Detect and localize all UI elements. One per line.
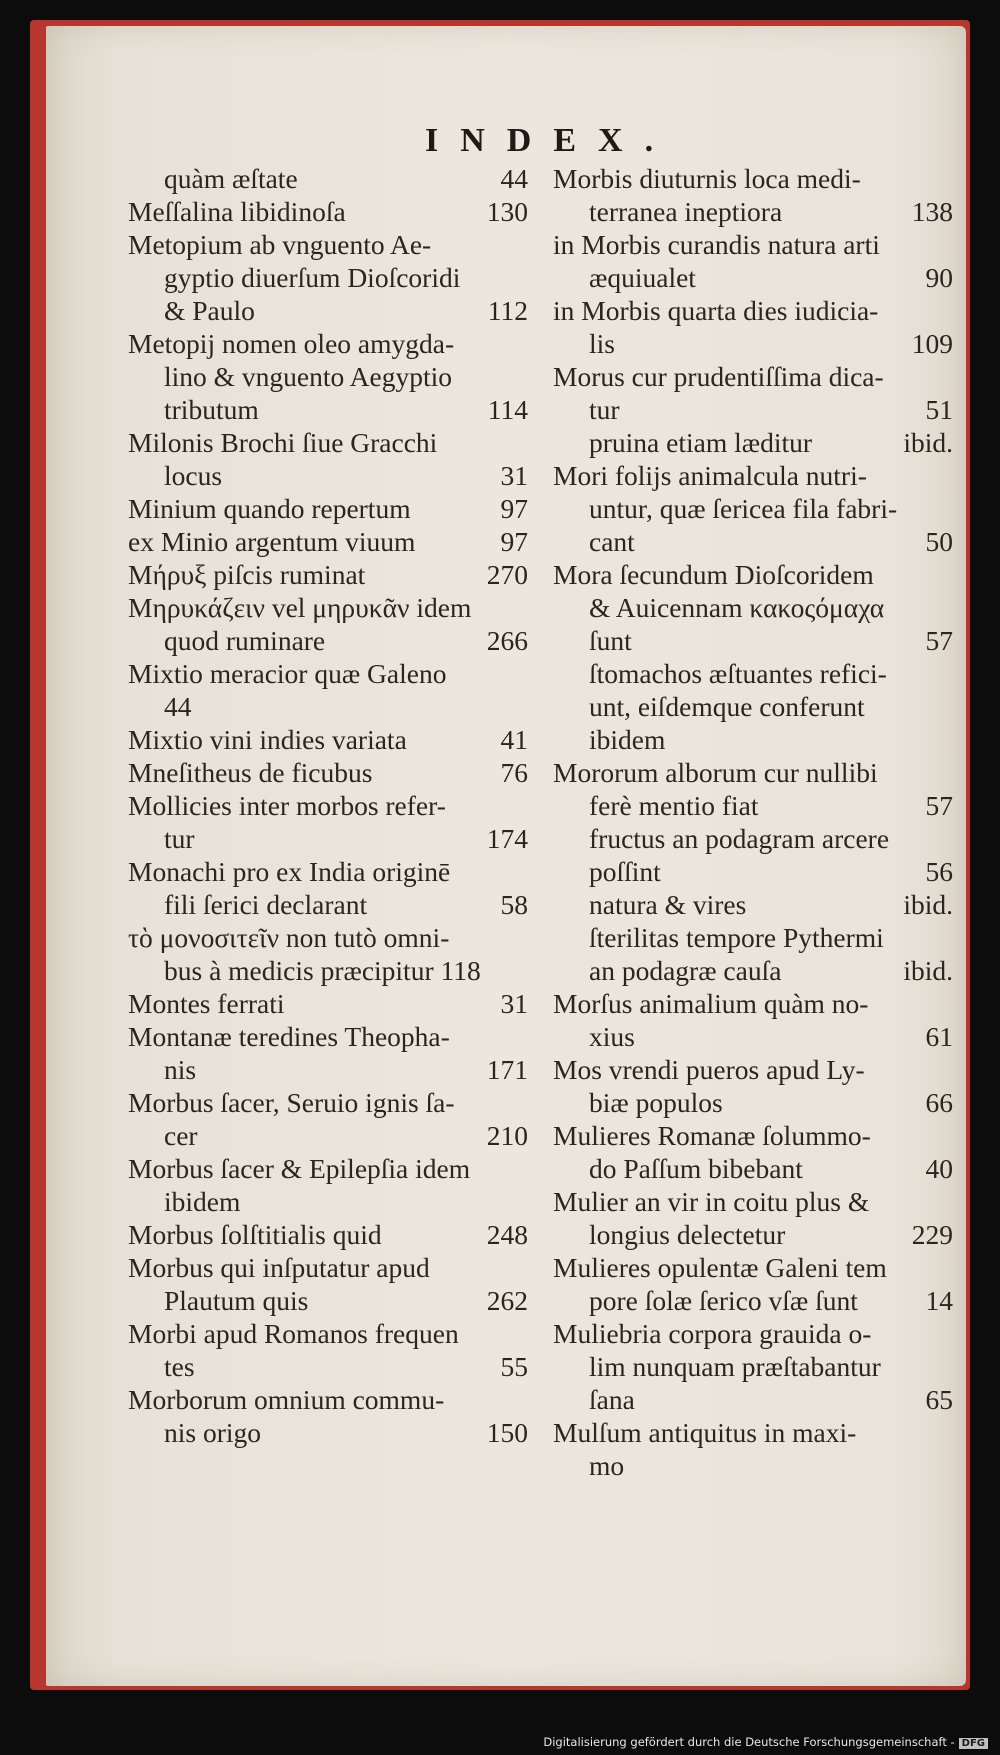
entry-text: æquiualet xyxy=(589,262,696,293)
entry-line xyxy=(553,921,953,954)
index-entry xyxy=(553,426,953,459)
entry-line xyxy=(128,954,528,987)
entry-text: Morbus ſacer & Epilepſia idem xyxy=(128,1153,471,1184)
entry-text: mo xyxy=(589,1450,625,1481)
entry-line xyxy=(553,228,953,261)
page-number: 31 xyxy=(500,460,528,491)
entry-text: poſſint xyxy=(589,856,661,887)
entry-text: ferè mentio fiat xyxy=(589,790,759,821)
entry-line xyxy=(128,690,528,723)
entry-text: Morborum omnium commu- xyxy=(128,1384,445,1415)
entry-text: Mulieres opulentæ Galeni tem xyxy=(553,1252,887,1283)
entry-line xyxy=(553,789,953,822)
entry-line xyxy=(553,987,953,1020)
entry-line xyxy=(553,1449,953,1482)
index-entry xyxy=(128,723,528,756)
page-number: 51 xyxy=(925,394,953,425)
entry-text: nis xyxy=(164,1054,197,1085)
entry-text: ſana xyxy=(589,1384,635,1415)
entry-line xyxy=(128,723,528,756)
entry-text: Mori folijs animalcula nutri- xyxy=(553,460,867,491)
entry-text: Mneſitheus de ficubus xyxy=(128,757,373,788)
entry-text: bus à medicis præcipitur 118 xyxy=(164,955,481,986)
entry-line xyxy=(128,1086,528,1119)
entry-line xyxy=(128,1284,528,1317)
page-number: 50 xyxy=(925,526,953,557)
entry-text: ex Minio argentum viuum xyxy=(128,526,416,557)
entry-line xyxy=(553,1317,953,1350)
entry-line xyxy=(128,1152,528,1185)
entry-line xyxy=(128,558,528,591)
entry-text: Montanæ teredines Theopha- xyxy=(128,1021,450,1052)
entry-text: quàm æſtate xyxy=(164,163,298,194)
entry-line xyxy=(553,822,953,855)
page-number: 262 xyxy=(486,1285,528,1316)
entry-text: Morbi apud Romanos frequen xyxy=(128,1318,459,1349)
page-number: 41 xyxy=(500,724,528,755)
entry-text: Morbus qui inſputatur apud xyxy=(128,1252,430,1283)
index-entry xyxy=(553,888,953,921)
entry-text: pore ſolæ ſerico vſæ ſunt xyxy=(589,1285,858,1316)
index-entry xyxy=(553,822,953,888)
page-number: 58 xyxy=(500,889,528,920)
running-head: INDEX. xyxy=(425,122,676,159)
entry-text: tur xyxy=(589,394,620,425)
page-number: 130 xyxy=(486,196,528,227)
entry-text: pruina etiam læditur xyxy=(589,427,813,458)
entry-line xyxy=(128,294,528,327)
entry-text: do Paſſum bibebant xyxy=(589,1153,803,1184)
entry-text: Mororum alborum cur nullibi xyxy=(553,757,878,788)
entry-text: gyptio diuerſum Dioſcoridi xyxy=(164,262,461,293)
entry-line xyxy=(553,756,953,789)
page-number: 210 xyxy=(486,1120,528,1151)
index-entry xyxy=(128,1317,528,1383)
entry-text: cant xyxy=(589,526,635,557)
entry-line xyxy=(128,855,528,888)
entry-line xyxy=(128,195,528,228)
right-column xyxy=(553,162,953,1482)
page-number: 57 xyxy=(925,790,953,821)
entry-line xyxy=(128,261,528,294)
entry-text: Morus cur prudentiſſima dica- xyxy=(553,361,884,392)
index-entry xyxy=(128,1218,528,1251)
page-number: 114 xyxy=(487,394,528,425)
entry-text: Morbus ſolſtitialis quid xyxy=(128,1219,382,1250)
entry-line xyxy=(128,1119,528,1152)
entry-line xyxy=(553,657,953,690)
entry-text: Metopium ab vnguento Ae- xyxy=(128,229,432,260)
entry-text: ſterilitas tempore Pythermi xyxy=(589,922,884,953)
index-entry xyxy=(128,1383,528,1449)
index-entry xyxy=(128,228,528,327)
entry-text: tur xyxy=(164,823,195,854)
entry-line xyxy=(128,327,528,360)
index-entry xyxy=(128,426,528,492)
page-number: 55 xyxy=(500,1351,528,1382)
entry-line xyxy=(553,1251,953,1284)
entry-text: unt, eiſdemque conferunt xyxy=(589,691,865,722)
index-entry xyxy=(553,756,953,822)
entry-text: ſunt xyxy=(589,625,632,656)
entry-line xyxy=(553,426,953,459)
index-entry xyxy=(128,492,528,525)
entry-line xyxy=(553,624,953,657)
entry-text: lim nunquam præſtabantur xyxy=(589,1351,881,1382)
entry-text: Morbus ſacer, Seruio ignis ſa- xyxy=(128,1087,455,1118)
entry-line xyxy=(553,195,953,228)
page-number: 57 xyxy=(925,625,953,656)
index-entry xyxy=(553,1119,953,1185)
index-entry xyxy=(553,657,953,756)
page-number: 31 xyxy=(500,988,528,1019)
page-number: ibid. xyxy=(903,427,953,458)
index-entry xyxy=(553,1185,953,1251)
index-entry xyxy=(553,459,953,558)
page-number: 266 xyxy=(486,625,528,656)
page-number: 97 xyxy=(500,493,528,524)
entry-text: Plautum quis xyxy=(164,1285,309,1316)
index-entry xyxy=(128,558,528,591)
index-entry xyxy=(128,1086,528,1152)
dfg-logo: DFG xyxy=(959,1738,988,1749)
entry-text: nis origo xyxy=(164,1417,262,1448)
entry-text: Meſſalina libidinoſa xyxy=(128,196,346,227)
index-entry xyxy=(553,1416,953,1482)
entry-line xyxy=(128,1185,528,1218)
entry-text: in Morbis curandis natura arti xyxy=(553,229,880,260)
entry-line xyxy=(128,1317,528,1350)
index-entry xyxy=(128,525,528,558)
index-entry xyxy=(128,327,528,426)
page-number: 150 xyxy=(486,1417,528,1448)
credit-text: Digitalisierung gefördert durch die Deutsche Forschungsgemeinschaft - xyxy=(543,1735,955,1749)
entry-line xyxy=(553,1053,953,1086)
entry-line xyxy=(553,459,953,492)
entry-text: Mixtio meracior quæ Galeno xyxy=(128,658,447,689)
entry-text: Morbis diuturnis loca medi- xyxy=(553,163,861,194)
entry-line xyxy=(128,789,528,822)
entry-line xyxy=(128,657,528,690)
index-entry xyxy=(553,921,953,987)
entry-text: Mulieres Romanæ ſolummo- xyxy=(553,1120,871,1151)
entry-text: Morſus animalium quàm no- xyxy=(553,988,869,1019)
entry-line xyxy=(128,1383,528,1416)
entry-text: Mora ſecundum Dioſcoridem xyxy=(553,559,874,590)
entry-line xyxy=(553,492,953,525)
entry-line xyxy=(128,228,528,261)
index-entry xyxy=(553,1053,953,1119)
entry-text: Mulſum antiquitus in maxi- xyxy=(553,1417,857,1448)
index-entry xyxy=(553,987,953,1053)
index-entry xyxy=(128,921,528,987)
index-entry xyxy=(128,987,528,1020)
entry-text: Muliebria corpora grauida o- xyxy=(553,1318,872,1349)
entry-text: Mos vrendi pueros apud Ly- xyxy=(553,1054,865,1085)
entry-line xyxy=(128,393,528,426)
entry-line xyxy=(553,855,953,888)
entry-text: & Auicennam κακοςόμαχα xyxy=(589,592,885,623)
entry-line xyxy=(553,558,953,591)
entry-text: tes xyxy=(164,1351,195,1382)
entry-line xyxy=(553,327,953,360)
entry-line xyxy=(553,1350,953,1383)
entry-line xyxy=(128,1053,528,1086)
page-number: 76 xyxy=(500,757,528,788)
index-entry xyxy=(128,1020,528,1086)
entry-text: biæ populos xyxy=(589,1087,723,1118)
entry-line xyxy=(128,360,528,393)
index-entry xyxy=(553,558,953,657)
entry-text: Mulier an vir in coitu plus & xyxy=(553,1186,870,1217)
page-number: 14 xyxy=(925,1285,953,1316)
entry-text: xius xyxy=(589,1021,635,1052)
entry-line xyxy=(553,690,953,723)
page-number: 248 xyxy=(486,1219,528,1250)
page-number: 56 xyxy=(925,856,953,887)
index-entry xyxy=(553,360,953,426)
entry-line xyxy=(128,921,528,954)
entry-line xyxy=(553,162,953,195)
entry-line xyxy=(553,1185,953,1218)
entry-text: tributum xyxy=(164,394,259,425)
index-entry xyxy=(128,591,528,657)
page-number: ibid. xyxy=(903,889,953,920)
entry-line xyxy=(128,624,528,657)
entry-line xyxy=(128,1251,528,1284)
entry-text: an podagræ cauſa xyxy=(589,955,782,986)
entry-line xyxy=(128,756,528,789)
entry-line xyxy=(128,987,528,1020)
entry-text: Mixtio vini indies variata xyxy=(128,724,407,755)
index-entry xyxy=(553,162,953,228)
index-entry xyxy=(553,294,953,360)
index-entry xyxy=(128,657,528,723)
page-number: 66 xyxy=(925,1087,953,1118)
page-number: 229 xyxy=(911,1219,953,1250)
index-entry xyxy=(128,855,528,921)
entry-line xyxy=(553,261,953,294)
entry-line xyxy=(128,1218,528,1251)
entry-line xyxy=(128,459,528,492)
entry-line xyxy=(553,294,953,327)
entry-line xyxy=(553,1416,953,1449)
left-column xyxy=(128,162,528,1449)
entry-text: quod ruminare xyxy=(164,625,326,656)
index-entry xyxy=(128,162,528,195)
entry-text: Milonis Brochi ſiue Gracchi xyxy=(128,427,438,458)
page-number: 270 xyxy=(486,559,528,590)
entry-text: ſtomachos æſtuantes refici- xyxy=(589,658,887,689)
entry-line xyxy=(128,1350,528,1383)
entry-text: & Paulo xyxy=(164,295,255,326)
entry-text: 44 xyxy=(164,691,192,722)
page-number: 40 xyxy=(925,1153,953,1184)
page-number: 90 xyxy=(925,262,953,293)
entry-line xyxy=(128,822,528,855)
entry-line xyxy=(553,591,953,624)
entry-text: Minium quando repertum xyxy=(128,493,411,524)
entry-text: Metopij nomen oleo amygda- xyxy=(128,328,455,359)
entry-line xyxy=(553,723,953,756)
entry-text: lino & vnguento Aegyptio xyxy=(164,361,452,392)
index-entry xyxy=(553,1251,953,1317)
entry-line xyxy=(553,954,953,987)
entry-line xyxy=(128,1020,528,1053)
entry-line xyxy=(553,1119,953,1152)
page-number: 44 xyxy=(500,163,528,194)
entry-text: Μηρυκάζειν vel μηρυκᾶν idem xyxy=(128,592,472,623)
entry-text: Mollicies inter morbos refer- xyxy=(128,790,446,821)
index-entry xyxy=(128,789,528,855)
entry-line xyxy=(128,888,528,921)
entry-text: τὸ μονοσιτεῖν non tutò omni- xyxy=(128,922,450,953)
entry-text: longius delectetur xyxy=(589,1219,786,1250)
entry-line xyxy=(553,360,953,393)
entry-line xyxy=(553,888,953,921)
entry-line xyxy=(553,1383,953,1416)
page-number: 65 xyxy=(925,1384,953,1415)
entry-line xyxy=(553,1218,953,1251)
entry-text: locus xyxy=(164,460,223,491)
entry-text: cer xyxy=(164,1120,198,1151)
digitization-credit xyxy=(0,1735,988,1749)
entry-text: Montes ferrati xyxy=(128,988,285,1019)
entry-text: fili ſerici declarant xyxy=(164,889,368,920)
index-entry xyxy=(128,1251,528,1317)
page-number: ibid. xyxy=(903,955,953,986)
entry-line xyxy=(128,162,528,195)
index-entry xyxy=(128,756,528,789)
entry-text: fructus an podagram arcere xyxy=(589,823,890,854)
entry-text: Μήρυξ piſcis ruminat xyxy=(128,559,366,590)
entry-text: untur, quæ ſericea fila fabri- xyxy=(589,493,898,524)
page-number: 171 xyxy=(486,1054,528,1085)
entry-text: ibidem xyxy=(164,1186,241,1217)
entry-line xyxy=(128,591,528,624)
page-number: 109 xyxy=(911,328,953,359)
entry-text: in Morbis quarta dies iudicia- xyxy=(553,295,879,326)
entry-line xyxy=(553,1152,953,1185)
page-number: 138 xyxy=(911,196,953,227)
entry-text: terranea ineptiora xyxy=(589,196,783,227)
entry-line xyxy=(128,1416,528,1449)
entry-line xyxy=(553,1020,953,1053)
page-number: 112 xyxy=(487,295,528,326)
page-number: 61 xyxy=(925,1021,953,1052)
page-number: 97 xyxy=(500,526,528,557)
entry-text: natura & vires xyxy=(589,889,747,920)
entry-line xyxy=(128,492,528,525)
entry-line xyxy=(128,426,528,459)
page-number: 174 xyxy=(486,823,528,854)
entry-line xyxy=(553,1284,953,1317)
entry-line xyxy=(553,1086,953,1119)
entry-line xyxy=(553,393,953,426)
index-entry xyxy=(553,228,953,294)
entry-text: Monachi pro ex India originē xyxy=(128,856,451,887)
index-entry xyxy=(128,195,528,228)
entry-text: ibidem xyxy=(589,724,666,755)
index-entry xyxy=(128,1152,528,1218)
entry-line xyxy=(553,525,953,558)
index-entry xyxy=(553,1317,953,1416)
entry-text: lis xyxy=(589,328,615,359)
entry-line xyxy=(128,525,528,558)
